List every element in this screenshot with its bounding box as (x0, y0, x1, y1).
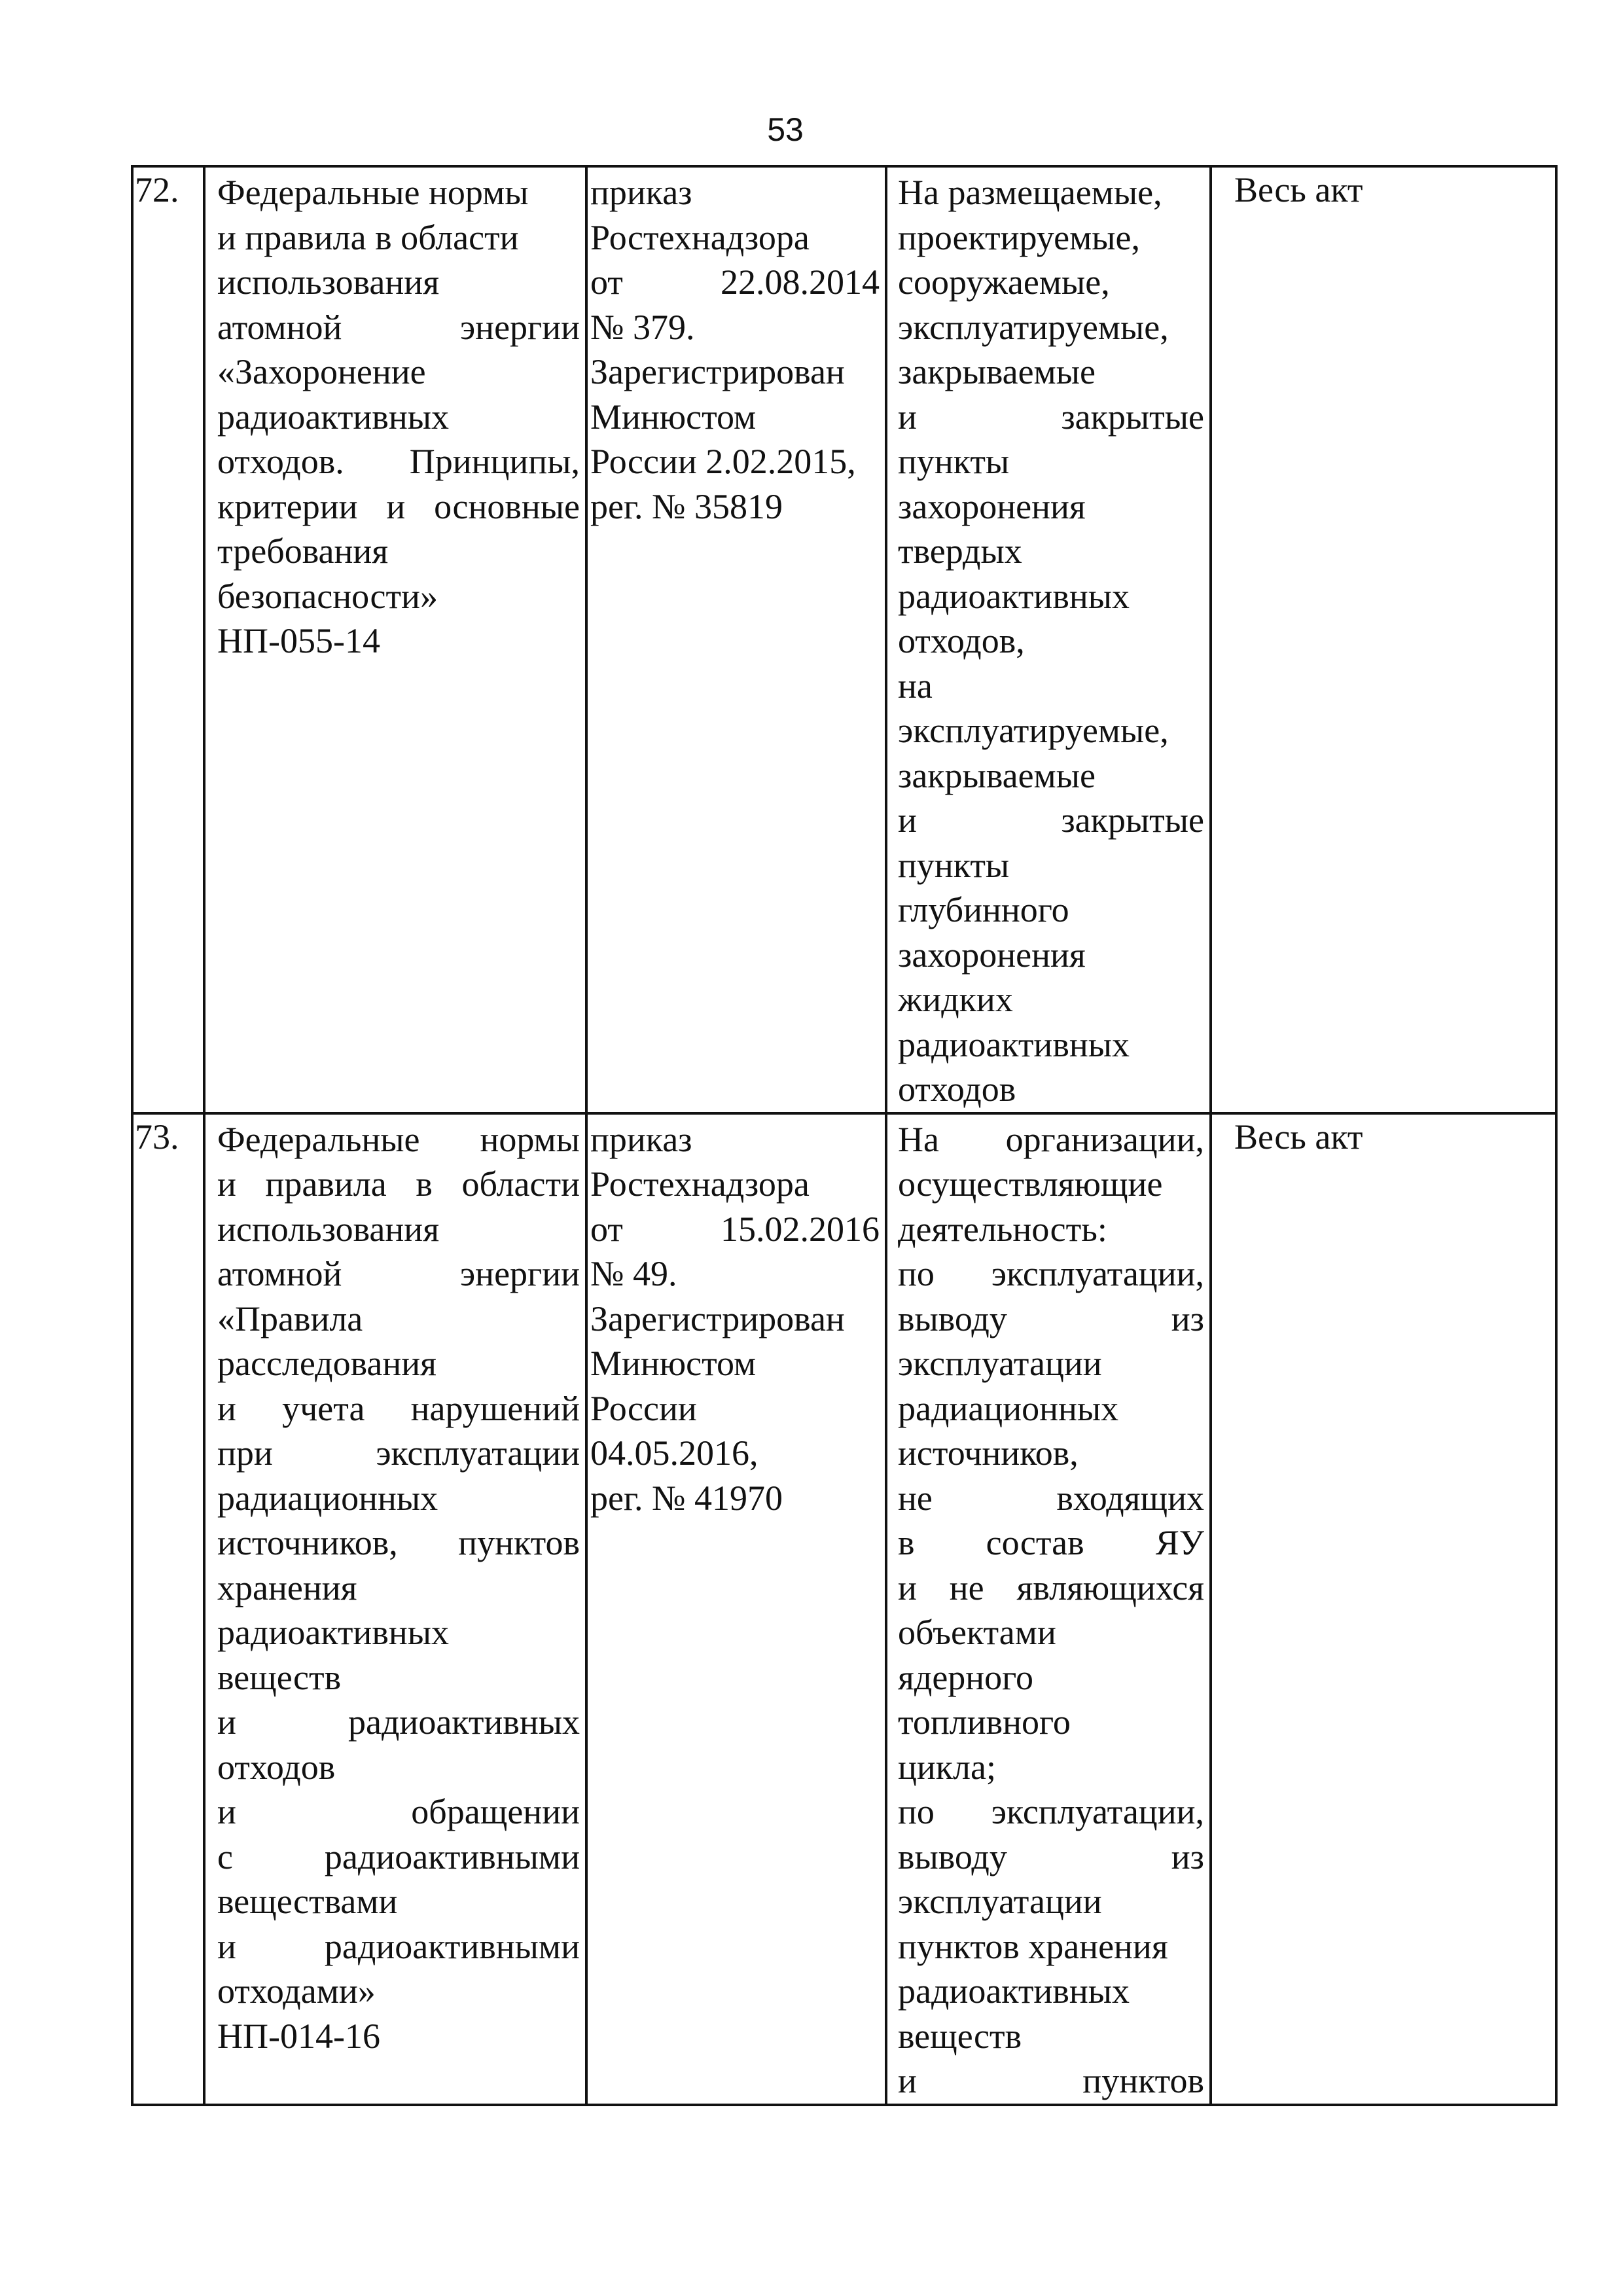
text-line: источников, пунктов (217, 1523, 580, 1562)
text-line: цикла; (898, 1747, 996, 1787)
text-line: эксплуатации (898, 1882, 1102, 1921)
text-line: глубинного (898, 890, 1069, 929)
page-number: 53 (767, 111, 804, 148)
text-line: Минюстом (590, 397, 757, 437)
text-line: рег. № 35819 (590, 486, 783, 526)
table-row (132, 166, 1556, 1113)
text-line: жидких (898, 980, 1013, 1019)
text-line: и не являющихся (898, 1568, 1204, 1607)
acts-table (131, 165, 1558, 2106)
text-line: и радиоактивных (217, 1702, 580, 1742)
text-line: выводу из (898, 1837, 1204, 1876)
act-scope (887, 1115, 1209, 2104)
text-line: эксплуатации (898, 1344, 1102, 1383)
act-document (588, 1115, 885, 1521)
text-line: Минюстом (590, 1344, 757, 1383)
text-line: закрываемые (898, 755, 1096, 795)
text-line: объектами (898, 1613, 1056, 1652)
text-line: и правила в области (217, 1164, 580, 1204)
text-line: эксплуатируемые, (898, 711, 1169, 750)
act-part: Весь акт (1234, 170, 1363, 209)
act-part-cell (1211, 1113, 1556, 2105)
text-line: отходами» (217, 1971, 376, 2011)
text-line: отходов, (898, 621, 1025, 660)
text-line: на (898, 666, 933, 706)
text-line: требования (217, 531, 389, 571)
text-line: атомной энергии (217, 1254, 580, 1293)
text-line: эксплуатируемые, (898, 307, 1169, 347)
act-name-cell (204, 1113, 586, 2105)
text-line: «Захоронение (217, 352, 426, 391)
text-line: использования (217, 262, 440, 302)
text-line: от 15.02.2016 (590, 1209, 880, 1249)
text-line: расследования (217, 1344, 437, 1383)
text-line: радиоактивных (898, 576, 1130, 616)
text-line: Ростехнадзора (590, 1164, 810, 1204)
text-line: «Правила (217, 1299, 363, 1338)
text-line: топливного (898, 1702, 1071, 1742)
text-line: не входящих (898, 1478, 1204, 1518)
text-line: На организации, (898, 1119, 1204, 1159)
text-line: Ростехнадзора (590, 217, 810, 257)
table-row (132, 1113, 1556, 2105)
row-number-cell (132, 166, 204, 1113)
text-line: и пунктов (898, 2061, 1204, 2100)
text-line: деятельность: (898, 1209, 1107, 1249)
act-name-cell (204, 166, 586, 1113)
text-line: в состав ЯУ (898, 1523, 1204, 1562)
text-line: захоронения (898, 486, 1086, 526)
text-line: пунктов хранения (898, 1926, 1168, 1966)
text-line: безопасности» (217, 576, 438, 616)
text-line: захоронения (898, 935, 1086, 975)
text-line: атомной энергии (217, 307, 580, 347)
text-line: радиоактивных (217, 397, 450, 437)
text-line: от 22.08.2014 (590, 262, 880, 302)
text-line: по эксплуатации, (898, 1792, 1204, 1831)
text-line: России (590, 1388, 697, 1428)
text-line: радиационных (898, 1388, 1119, 1428)
text-line: ядерного (898, 1657, 1033, 1697)
text-line: России 2.02.2015, (590, 442, 856, 481)
text-line: отходов (217, 1747, 336, 1787)
text-line: радиационных (217, 1478, 438, 1518)
row-number-cell (132, 1113, 204, 2105)
text-line: с радиоактивными (217, 1837, 580, 1876)
act-document-cell (586, 1113, 886, 2105)
text-line: Зарегистрирован (590, 1299, 845, 1338)
text-line: веществами (217, 1882, 398, 1921)
text-line: и закрытые (898, 397, 1204, 437)
text-line: источников, (898, 1433, 1079, 1473)
text-line: веществ (217, 1657, 342, 1697)
text-line: закрываемые (898, 352, 1096, 391)
act-scope-cell (886, 166, 1211, 1113)
text-line: Федеральные нормы (217, 173, 529, 212)
act-document-cell (586, 166, 886, 1113)
text-line: приказ (590, 1119, 692, 1159)
text-line: Федеральные нормы (217, 1119, 580, 1159)
text-line: приказ (590, 173, 692, 212)
text-line: проектируемые, (898, 217, 1141, 257)
text-line: № 379. (590, 307, 695, 347)
act-part: Весь акт (1234, 1117, 1363, 1157)
text-line: № 49. (590, 1254, 677, 1293)
text-line: хранения (217, 1568, 357, 1607)
text-line: Зарегистрирован (590, 352, 845, 391)
text-line: выводу из (898, 1299, 1204, 1338)
text-line: при эксплуатации (217, 1433, 580, 1473)
text-line: и радиоактивными (217, 1926, 580, 1966)
text-line: и правила в области (217, 217, 519, 257)
act-document (588, 168, 885, 529)
text-line: отходов. Принципы, (217, 442, 580, 481)
text-line: НП-014-16 (217, 2016, 380, 2056)
text-line: пункты (898, 845, 1010, 885)
text-line: критерии и основные (217, 486, 580, 526)
text-line: пункты (898, 442, 1010, 481)
text-line: твердых (898, 531, 1022, 571)
act-name (205, 1115, 585, 2059)
text-line: по эксплуатации, (898, 1254, 1204, 1293)
act-scope (887, 168, 1209, 1112)
act-name (205, 168, 585, 664)
text-line: и закрытые (898, 800, 1204, 840)
text-line: рег. № 41970 (590, 1478, 783, 1518)
text-line: На размещаемые, (898, 173, 1162, 212)
text-line: и учета нарушений (217, 1388, 580, 1428)
text-line: радиоактивных (898, 1024, 1130, 1064)
text-line: использования (217, 1209, 440, 1249)
text-line: радиоактивных (217, 1613, 450, 1652)
text-line: и обращении (217, 1792, 580, 1831)
act-part-cell (1211, 166, 1556, 1113)
row-number: 72. (135, 170, 179, 209)
text-line: радиоактивных (898, 1971, 1130, 2011)
acts-table-body (132, 166, 1556, 2105)
text-line: НП-055-14 (217, 621, 380, 660)
row-number: 73. (135, 1117, 179, 1157)
text-line: 04.05.2016, (590, 1433, 758, 1473)
act-scope-cell (886, 1113, 1211, 2105)
text-line: осуществляющие (898, 1164, 1163, 1204)
text-line: сооружаемые, (898, 262, 1110, 302)
text-line: веществ (898, 2016, 1022, 2056)
text-line: отходов (898, 1069, 1016, 1109)
